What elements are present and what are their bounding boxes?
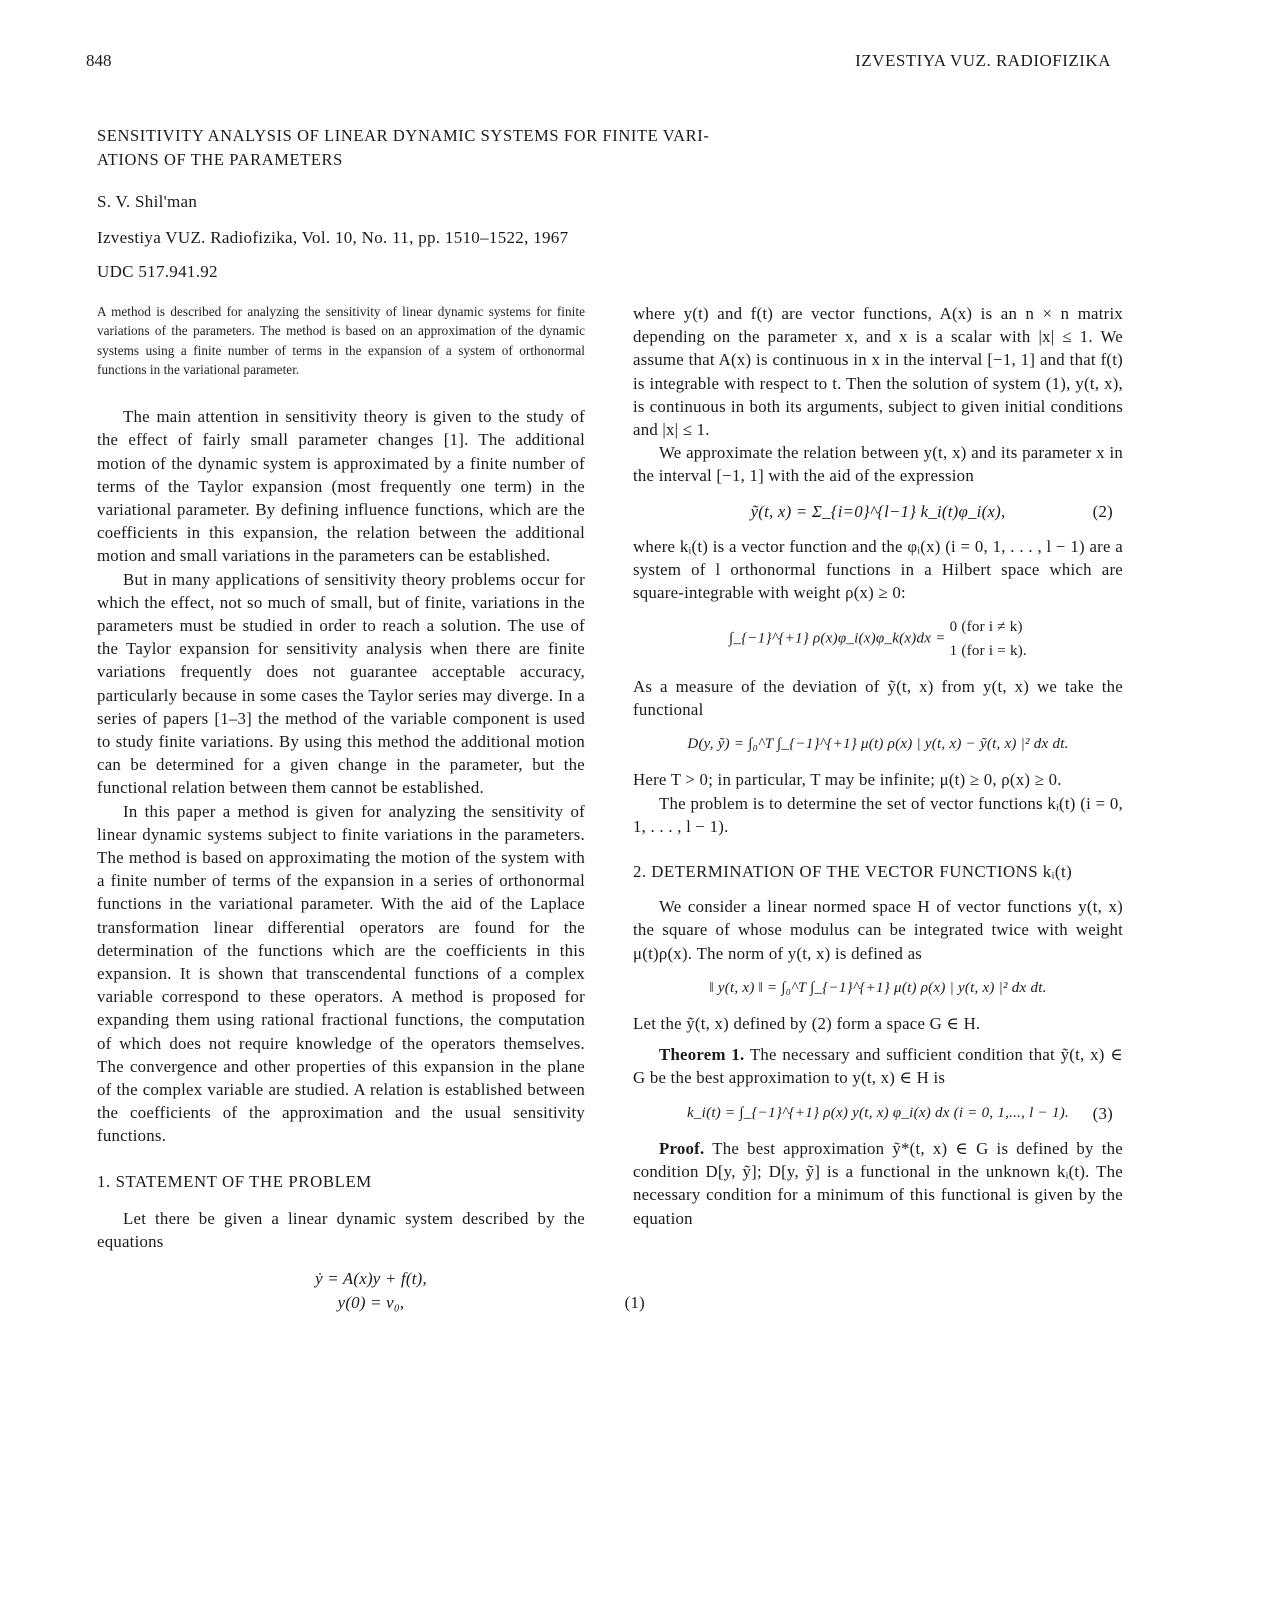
equation-1 <box>157 1267 645 1313</box>
title-line-2: ATIONS OF THE PARAMETERS <box>97 150 343 169</box>
equation-2-body: ỹ(t, x) = Σ_{i=0}^{l−1} k_i(t)φ_i(x), <box>750 501 1006 521</box>
orthonormality-integral: ∫_{−1}^{+1} ρ(x)φ_i(x)φ_k(x)dx = <box>729 631 946 648</box>
equation-1-line-2: y(0) = v₀, <box>337 1292 405 1312</box>
journal-header: IZVESTIYA VUZ. RADIOFIZIKA <box>855 51 1111 70</box>
author: S. V. Shil'man <box>97 192 198 211</box>
article-title <box>97 124 857 172</box>
udc-code: UDC 517.941.92 <box>97 262 218 281</box>
left-column <box>97 302 645 1326</box>
equation-2 <box>633 500 1123 523</box>
paragraph: We approximate the relation between y(t, x) and its parameter x in the interval [−1, 1] with the aid of the expression <box>633 443 1123 486</box>
equation-number: (3) <box>1092 1103 1113 1123</box>
paragraph: We consider a linear normed space H of vector functions y(t, x) the square of whose modulus can be integrated twice with weight μ(t)ρ(x). The norm of y(t, x) is defined as <box>633 897 1123 963</box>
paragraph: As a measure of the deviation of ỹ(t, x) from y(t, x) we take the functional <box>633 676 1123 720</box>
page-number: 848 <box>86 51 112 70</box>
paragraph: where kᵢ(t) is a vector function and the φᵢ(x) (i = 0, 1, . . . , l − 1) are a system of l orthonormal functions in a Hilbert space which are square-integrable with weight ρ(x) ≥ 0: <box>633 536 1123 603</box>
paragraph: In this paper a method is given for analyzing the sensitivity of linear dynamic systems subject to finite variations in the parameters. The method is based on approximating the motion of the system with a finite number of terms of the expansion in a series of orthonormal functions in the variational parameter. With the aid of the Laplace transformation linear differential operators are found for the determination of the functions which are the coefficients in this expansion. It is shown that transcendental functions of a complex variable correspond to these operators. A method is proposed for expanding them using rational fractional functions, the computation of which does not require knowledge of the operators themselves. The convergence and other properties of this expansion in the plane of the complex variable are studied. A relation is established between the coefficients of the approximation and the usual sensitivity functions. <box>97 801 585 1146</box>
equation-number: (2) <box>1092 501 1113 521</box>
paragraph: Let the ỹ(t, x) defined by (2) form a space G ∈ H. <box>633 1014 981 1034</box>
functional-equation: D(y, ỹ) = ∫₀^T ∫_{−1}^{+1} μ(t) ρ(x) | y(t, x) − ỹ(t, x) |² dx dt. <box>687 736 1069 753</box>
equation-3 <box>633 1102 1123 1125</box>
orthonormality-cases <box>950 616 1027 662</box>
orthonormality-equation <box>633 616 1123 662</box>
proof-label: Proof. <box>659 1138 705 1158</box>
proof <box>633 1137 1123 1230</box>
paragraph: where y(t) and f(t) are vector functions, A(x) is an n × n matrix depending on the parameter x, and x is a scalar with |x| ≤ 1. We assume that A(x) is continuous in x in the interval [−1, 1] and that f(t) is integrable with respect to t. Then the solution of system (1), y(t, x), is continuous in both its arguments, subject to given initial conditions and |x| ≤ 1. <box>633 304 1123 440</box>
paragraph: Here T > 0; in particular, T may be infinite; μ(t) ≥ 0, ρ(x) ≥ 0. <box>633 770 1062 790</box>
case-line-2: 1 (for i = k). <box>949 642 1027 659</box>
theorem-1 <box>633 1043 1123 1089</box>
citation: Izvestiya VUZ. Radiofizika, Vol. 10, No. 11, pp. 1510–1522, 1967 <box>97 228 569 247</box>
equation-3-body: k_i(t) = ∫_{−1}^{+1} ρ(x) y(t, x) φ_i(x) dx (i = 0, 1,..., l − 1). <box>687 1104 1069 1121</box>
theorem-label: Theorem 1. <box>659 1045 745 1065</box>
paragraph: But in many applications of sensitivity theory problems occur for which the effect, not so much of small, but of finite, variations in the parameters must be studied in order to reach a solution. The use of the Taylor expansion for sensitivity analysis when there are finite variations frequently does not guarantee acceptable accuracy, particularly because in some cases the Taylor series may diverge. In a series of papers [1–3] the method of the variable component is used to study finite variations. By using this method the additional motion can be determined for a given change in the parameter, but the functional relation between them cannot be established. <box>97 569 585 798</box>
paragraph: The problem is to determine the set of vector functions kᵢ(t) (i = 0, 1, . . . , l − 1). <box>633 793 1123 836</box>
proof-text: The best approximation ỹ*(t, x) ∈ G is defined by the condition D[y, ỹ]; D[y, ỹ] is a functional in the unknown kᵢ(t). The necessary condition for a minimum of this functional is given by the equation <box>633 1138 1123 1228</box>
section-heading-2: 2. DETERMINATION OF THE VECTOR FUNCTIONS kᵢ(t) <box>633 862 1073 882</box>
title-line-1: SENSITIVITY ANALYSIS OF LINEAR DYNAMIC SYSTEMS FOR FINITE VARI- <box>97 126 710 145</box>
right-column <box>633 302 1123 1230</box>
theorem-text: The necessary and sufficient condition that ỹ(t, x) ∈ G be the best approximation to y(t, x) ∈ H is <box>633 1045 1123 1088</box>
case-line-1: 0 (for i ≠ k) <box>949 619 1023 636</box>
norm-equation: ‖ y(t, x) ‖ = ∫₀^T ∫_{−1}^{+1} μ(t) ρ(x) | y(t, x) |² dx dt. <box>709 979 1047 996</box>
section-heading-1: 1. STATEMENT OF THE PROBLEM <box>97 1171 372 1191</box>
equation-1-line-1: ẏ = A(x)y + f(t), <box>315 1269 427 1289</box>
equation-number: (1) <box>624 1292 645 1312</box>
abstract: A method is described for analyzing the sensitivity of linear dynamic systems for finite variations of the parameters. The method is based on an approximation of the dynamic systems using a finite number of terms in the expansion of a system of orthonormal functions in the variational parameter. <box>97 304 585 377</box>
paragraph: The main attention in sensitivity theory is given to the study of the effect of fairly small parameter changes [1]. The additional motion of the dynamic system is approximated by a finite number of terms of the Taylor expansion (most frequently one term) in the variational parameter. By defining influence functions, which are the coefficients in this expansion, the relation between the additional motion and small variations in the parameters can be established. <box>97 407 585 566</box>
paragraph: Let there be given a linear dynamic system described by the equations <box>97 1208 585 1252</box>
